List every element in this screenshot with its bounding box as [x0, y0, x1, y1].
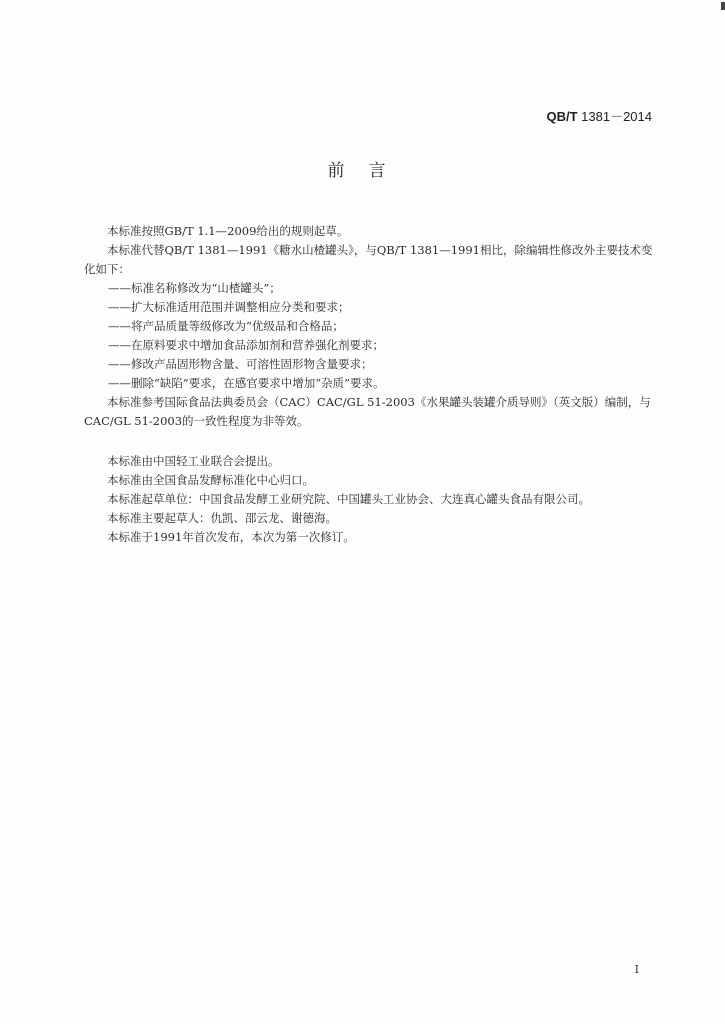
paragraph: 本标准由全国食品发酵标准化中心归口。	[107, 473, 314, 487]
change-list-item: ——扩大标准适用范围并调整相应分类和要求；	[108, 300, 350, 314]
page-number: I	[634, 963, 639, 976]
change-list-item: ——修改产品固形物含量、可溶性固形物含量要求；	[108, 357, 373, 371]
paragraph: 本标准起草单位：中国食品发酵工业研究院、中国罐头工业协会、大连真心罐头食品有限公司。	[107, 492, 590, 506]
standard-code	[546, 106, 652, 125]
page-title: 前言	[327, 161, 410, 181]
foreword-body-main	[84, 222, 656, 431]
standard-code-number: 1381－2014	[581, 109, 652, 124]
paragraph: 本标准由中国轻工业联合会提出。	[107, 454, 280, 468]
paragraph: 本标准于1991年首次发布，本次为第一次修订。	[107, 530, 355, 544]
change-list-item: ——将产品质量等级修改为“优级品和合格品；	[108, 319, 344, 333]
change-list-item: ——标准名称修改为“山楂罐头”；	[108, 281, 281, 295]
foreword-body-credits	[84, 452, 656, 547]
paragraph: 本标准主要起草人：仇凯、邵云龙、谢德海。	[107, 511, 337, 525]
paragraph: 本标准参考国际食品法典委员会（CAC）CAC/GL 51-2003《水果罐头装罐介质导则》（英文版）编制，与CAC/GL 51-2003的一致性程度为非等效。	[84, 395, 651, 428]
paragraph: 本标准按照GB/T 1.1—2009给出的规则起草。	[107, 224, 349, 238]
change-list-item: ——删除“缺陷”要求，在感官要求中增加“杂质”要求。	[108, 376, 385, 390]
paragraph: 本标准代替QB/T 1381—1991《糖水山楂罐头》，与QB/T 1381—1991相比，除编辑性修改外主要技术变化如下：	[84, 243, 653, 276]
standard-code-prefix: QB/T	[546, 109, 578, 124]
scan-edge-mark	[721, 2, 725, 10]
change-list-item: ——在原料要求中增加食品添加剂和营养强化剂要求；	[108, 338, 384, 352]
